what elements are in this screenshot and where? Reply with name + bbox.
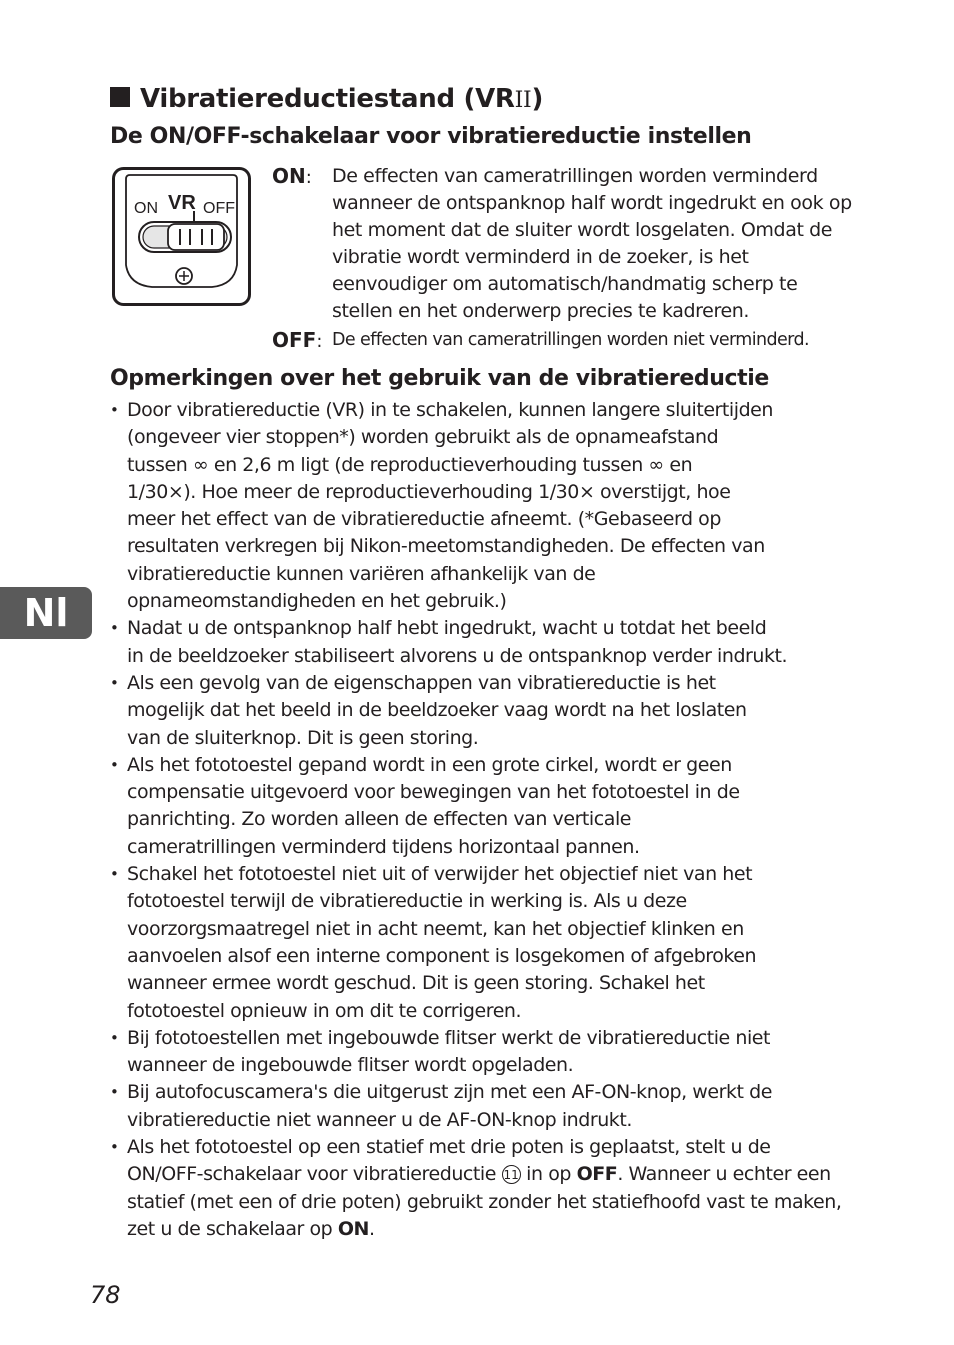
language-tab: Nl	[0, 587, 92, 639]
switch-slider	[168, 224, 224, 250]
off-key	[272, 327, 322, 355]
on-key-sep: :	[305, 167, 312, 188]
list-item: • Bij autofocuscamera's die uitgerust zijn met een AF-ON-knop, werkt de vibratiereductie niet wanneer u de AF-ON-knop indrukt.	[110, 1079, 850, 1134]
last-item-text-2: in op	[520, 1163, 577, 1186]
switch-heading: De ON/OFF-schakelaar voor vibratiereductie instellen	[110, 124, 752, 149]
square-bullet-icon	[110, 87, 130, 107]
list-item: • Schakel het fototoestel niet uit of verwijder het objectief niet van het fototoestel terwijl de vibratiereductie in werking is. Als u deze voorzorgsmaatregel niet in acht neemt, kan het objectief klinken en aanvoelen alsof een interne component is losgekomen of afgebroken wanneer ermee wordt geschud. Dit is geen storing. Schakel het fototoestel opnieuw in om dit te corrigeren.	[110, 861, 850, 1025]
list-item-last	[110, 1134, 850, 1243]
on-key-text: ON	[272, 164, 306, 188]
off-description: De effecten van cameratrillingen worden niet verminderd.	[332, 330, 809, 350]
last-item-off: OFF	[576, 1163, 618, 1186]
notes-list	[110, 397, 850, 1243]
last-item-on: ON	[337, 1217, 370, 1240]
figure-off-label: OFF	[203, 200, 235, 217]
off-key-sep: :	[316, 331, 323, 352]
on-key	[272, 163, 312, 191]
section-title-roman: II	[514, 88, 532, 113]
list-item: • Door vibratiereductie (VR) in te schakelen, kunnen langere sluitertijden (ongeveer vier stoppen*) worden gebruikt als de opnameafstand tussen ∞ en 2,6 m ligt (de reproductieverhouding tussen ∞ en 1/30×). Hoe meer de reproductieverhouding 1/30× overstijgt, hoe meer het effect van de vibratiereductie afneemt. (*Gebaseerd op resultaten verkregen bij Nikon-meetomstandigheden. De effecten van vibratiereductie kunnen variëren afhankelijk van de opnameomstandigheden en het gebruik.)	[110, 397, 850, 615]
off-key-text: OFF	[272, 328, 317, 352]
on-description: De effecten van cameratrillingen worden verminderd wanneer de ontspanknop half wordt ingedrukt en ook op het moment dat de sluiter wordt losgelaten. Omdat de vibratie wordt verminderd in de zoeker, is het eenvoudiger om automatisch/handmatig scherp te stellen en het onderwerp precies te kadreren.	[332, 165, 852, 322]
section-title-text: Vibratiereductiestand (VR	[140, 84, 515, 114]
list-item: • Als een gevolg van de eigenschappen van vibratiereductie is het mogelijk dat het beeld in de beeldzoeker vaag wordt na het loslaten van de sluiterknop. Dit is geen storing.	[110, 670, 850, 752]
last-item-text-3: . Wanneer u echter een statief (met een of drie poten) gebruikt zonder het statiefhoofd vast te maken, zet u de schakelaar op	[127, 1163, 842, 1240]
section-title	[110, 84, 543, 114]
vr-switch-illustration	[112, 167, 251, 306]
list-item: • Als het fototoestel gepand wordt in een grote cirkel, wordt er geen compensatie uitgevoerd voor bewegingen van het fototoestel in de panrichting. Zo worden alleen de effecten van verticale cameratrillingen verminderd tijdens horizontaal pannen.	[110, 752, 850, 861]
figure-on-label: ON	[134, 200, 158, 217]
notes-heading: Opmerkingen over het gebruik van de vibratiereductie	[110, 366, 769, 391]
last-item-text-1: Als het fototoestel op een statief met drie poten is geplaatst, stelt u de ON/OFF-schakelaar voor vibratiereductie	[127, 1136, 771, 1186]
section-title-close: )	[531, 84, 544, 114]
page-number: 78	[90, 1281, 121, 1309]
list-item: • Bij fototoestellen met ingebouwde flitser werkt de vibratiereductie niet wanneer de ingebouwde flitser wordt opgeladen.	[110, 1025, 850, 1080]
last-item-text-4: .	[369, 1217, 375, 1240]
figure-vr-label: VR	[168, 192, 196, 214]
list-item: • Nadat u de ontspanknop half hebt ingedrukt, wacht u totdat het beeld in de beeldzoeker stabiliseert alvorens u de ontspanknop verder indrukt.	[110, 615, 850, 670]
reference-number-icon: 11	[502, 1165, 521, 1184]
